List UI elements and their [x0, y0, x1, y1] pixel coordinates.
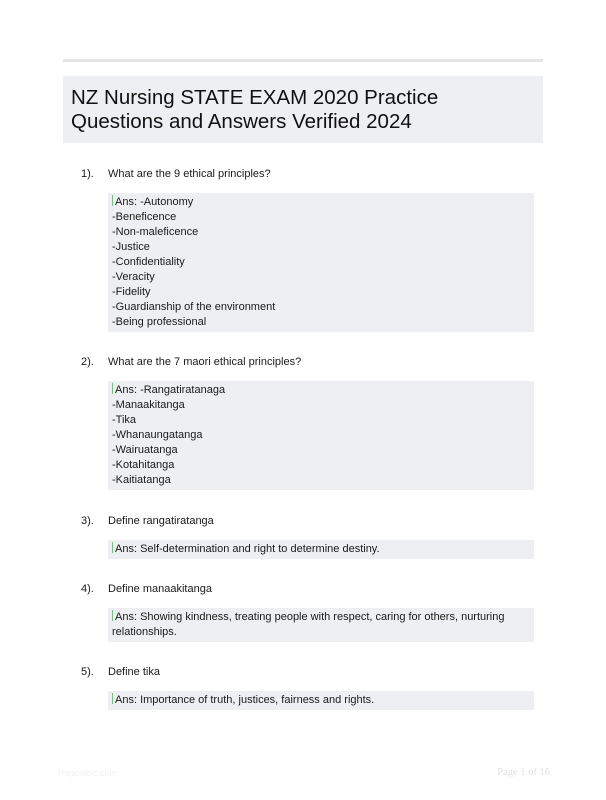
answer-line: Ans: Self-determination and right to determine destiny. — [112, 542, 528, 557]
question-text: What are the 9 ethical principles? — [108, 168, 271, 180]
question-text: Define manaakitanga — [108, 583, 212, 595]
question-number: 3). — [81, 515, 94, 527]
document-title: NZ Nursing STATE EXAM 2020 Practice Questions and Answers Verified 2024 — [71, 86, 439, 133]
footer-watermark: Paperlibic.com — [58, 768, 118, 778]
answer-line: -Veracity — [112, 271, 155, 283]
question-block-4 — [63, 582, 543, 642]
answer-line: -Guardianship of the environment — [112, 301, 276, 313]
answer-line: -Wairuatanga — [112, 444, 178, 456]
answer-box — [108, 381, 534, 490]
answer-box — [108, 193, 534, 332]
answer-line: Ans: Importance of truth, justices, fairness and rights. — [112, 693, 528, 708]
answer-marker — [112, 542, 113, 553]
question-block-3 — [63, 514, 543, 559]
answer-line: Ans: Showing kindness, treating people with respect, caring for others, nurturing relationships. — [112, 611, 505, 638]
question-text: Define rangatiratanga — [108, 515, 214, 527]
answer-line: -Fidelity — [112, 286, 151, 298]
answer-marker — [112, 383, 113, 394]
answer-line: Ans: -Rangatiratanaga — [112, 383, 528, 398]
answer-box — [108, 540, 534, 559]
answer-line: -Manaakitanga — [112, 399, 185, 411]
answer-line: Ans: -Autonomy — [112, 195, 528, 210]
question-block-2 — [63, 355, 543, 490]
question-text: Define tika — [108, 666, 160, 678]
answer-box — [108, 608, 534, 642]
answer-line: -Tika — [112, 414, 137, 426]
top-divider — [63, 59, 543, 62]
answer-line: -Non-maleficence — [112, 226, 199, 238]
answer-marker — [112, 610, 113, 621]
answer-box — [108, 691, 534, 710]
question-number: 1). — [81, 168, 94, 180]
answer-line: -Whanaungatanga — [112, 429, 203, 441]
question-text: What are the 7 maori ethical principles? — [108, 356, 302, 368]
answer-marker — [112, 195, 113, 206]
answer-line: -Confidentiality — [112, 256, 185, 268]
question-number: 5). — [81, 666, 94, 678]
question-number: 2). — [81, 356, 94, 368]
answer-line: -Beneficence — [112, 211, 177, 223]
answer-line: -Kaitiatanga — [112, 474, 171, 486]
page-indicator: Page 1 of 16 — [497, 767, 550, 778]
answer-marker — [112, 693, 113, 704]
answer-line: -Being professional — [112, 316, 207, 328]
question-block-1 — [63, 167, 543, 332]
answer-line: -Justice — [112, 241, 150, 253]
question-block-5 — [63, 665, 543, 710]
title-banner — [63, 76, 543, 143]
answer-line: -Kotahitanga — [112, 459, 175, 471]
question-number: 4). — [81, 583, 94, 595]
